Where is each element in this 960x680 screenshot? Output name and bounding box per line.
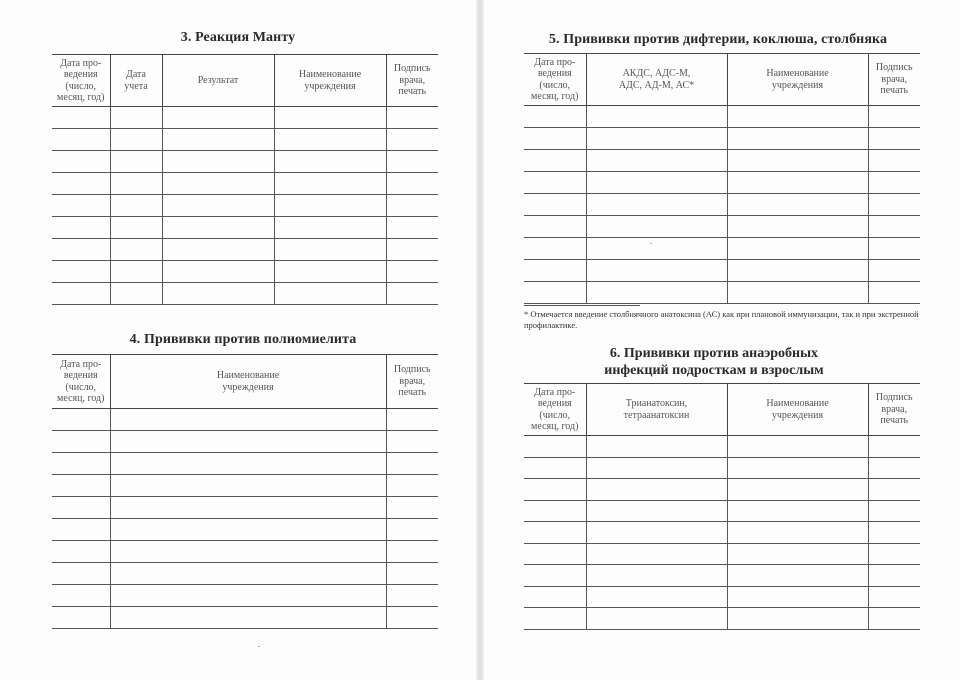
form-cell[interactable] — [524, 586, 586, 608]
form-cell[interactable] — [524, 608, 586, 630]
form-cell[interactable] — [162, 129, 274, 151]
form-cell[interactable] — [52, 173, 110, 195]
form-cell[interactable] — [110, 475, 386, 497]
form-row — [52, 409, 438, 431]
form-row — [524, 436, 920, 458]
form-row — [524, 128, 920, 150]
form-row — [524, 282, 920, 304]
form-cell[interactable] — [52, 261, 110, 283]
form-cell[interactable] — [386, 475, 438, 497]
section-3-title: 3. Реакция Манту — [180, 30, 296, 45]
form-row — [52, 563, 438, 585]
form-cell[interactable] — [524, 128, 586, 150]
form-cell[interactable] — [52, 151, 110, 173]
form-cell[interactable] — [524, 106, 586, 128]
form-cell[interactable] — [162, 195, 274, 217]
form-cell[interactable] — [110, 217, 162, 239]
form-cell[interactable] — [524, 479, 586, 501]
form-cell[interactable] — [727, 128, 868, 150]
form-row — [524, 238, 920, 260]
form-cell[interactable] — [586, 608, 727, 630]
column-header: Дата про- ведения (число, месяц, год) — [524, 384, 586, 436]
form-cell[interactable] — [386, 129, 438, 151]
form-cell[interactable] — [162, 217, 274, 239]
form-row — [52, 129, 438, 151]
form-cell[interactable] — [524, 282, 586, 304]
form-row — [52, 519, 438, 541]
form-cell[interactable] — [110, 283, 162, 305]
form-cell[interactable] — [868, 260, 920, 282]
form-cell[interactable] — [386, 239, 438, 261]
footnote-rule — [524, 305, 640, 306]
section-4-title: 4. Прививки против полиомиелита — [129, 332, 357, 347]
form-row — [52, 151, 438, 173]
column-header: Трианатоксин, тетраанатоксин — [586, 384, 727, 436]
form-cell[interactable] — [524, 565, 586, 587]
form-cell[interactable] — [110, 497, 386, 519]
form-cell[interactable] — [52, 283, 110, 305]
form-cell[interactable] — [586, 238, 727, 260]
form-cell[interactable] — [868, 543, 920, 565]
form-cell[interactable] — [727, 194, 868, 216]
form-cell[interactable] — [274, 129, 386, 151]
column-header: Подпись врача, печать — [868, 384, 920, 436]
form-cell[interactable] — [52, 607, 110, 629]
dtp-table — [524, 53, 920, 304]
form-cell[interactable] — [274, 217, 386, 239]
form-cell[interactable] — [868, 586, 920, 608]
form-cell[interactable] — [386, 195, 438, 217]
form-row — [524, 260, 920, 282]
form-cell[interactable] — [727, 238, 868, 260]
form-cell[interactable] — [586, 172, 727, 194]
form-cell[interactable] — [386, 283, 438, 305]
form-cell[interactable] — [110, 541, 386, 563]
form-cell[interactable] — [868, 457, 920, 479]
form-cell[interactable] — [52, 217, 110, 239]
form-cell[interactable] — [52, 107, 110, 129]
section-5-title: 5. Прививки против дифтерии, коклюша, столбняка — [548, 32, 888, 47]
form-cell[interactable] — [524, 172, 586, 194]
form-cell[interactable] — [386, 453, 438, 475]
form-cell[interactable] — [586, 128, 727, 150]
form-cell[interactable] — [868, 128, 920, 150]
form-cell[interactable] — [386, 541, 438, 563]
form-row — [524, 608, 920, 630]
form-cell[interactable] — [52, 475, 110, 497]
form-cell[interactable] — [524, 543, 586, 565]
form-row — [52, 107, 438, 129]
form-row — [52, 239, 438, 261]
form-cell[interactable] — [110, 453, 386, 475]
column-header: Результат — [162, 55, 274, 107]
form-cell[interactable] — [524, 500, 586, 522]
form-cell[interactable] — [586, 282, 727, 304]
form-row — [524, 500, 920, 522]
form-cell[interactable] — [586, 543, 727, 565]
form-cell[interactable] — [868, 522, 920, 544]
form-cell[interactable] — [727, 282, 868, 304]
form-cell[interactable] — [110, 431, 386, 453]
form-cell[interactable] — [52, 409, 110, 431]
form-cell[interactable] — [162, 261, 274, 283]
column-header: Дата про- ведения (число, месяц, год) — [52, 355, 110, 409]
form-row — [52, 283, 438, 305]
form-cell[interactable] — [110, 519, 386, 541]
form-row — [524, 106, 920, 128]
form-row — [52, 173, 438, 195]
form-cell[interactable] — [524, 150, 586, 172]
form-cell[interactable] — [162, 173, 274, 195]
form-row — [524, 586, 920, 608]
form-cell[interactable] — [727, 457, 868, 479]
form-cell[interactable] — [868, 150, 920, 172]
form-cell[interactable] — [110, 607, 386, 629]
form-cell[interactable] — [52, 541, 110, 563]
form-cell[interactable] — [868, 500, 920, 522]
form-cell[interactable] — [727, 150, 868, 172]
form-cell[interactable] — [162, 283, 274, 305]
form-row — [524, 457, 920, 479]
form-cell[interactable] — [727, 608, 868, 630]
form-cell[interactable] — [586, 106, 727, 128]
form-cell[interactable] — [868, 194, 920, 216]
form-cell[interactable] — [110, 129, 162, 151]
form-cell[interactable] — [868, 172, 920, 194]
form-cell[interactable] — [727, 565, 868, 587]
column-header: Наименование учреждения — [727, 384, 868, 436]
form-cell[interactable] — [586, 479, 727, 501]
form-cell[interactable] — [586, 150, 727, 172]
column-header: Наименование учреждения — [727, 54, 868, 106]
form-cell[interactable] — [274, 239, 386, 261]
form-cell[interactable] — [524, 457, 586, 479]
form-cell[interactable] — [274, 173, 386, 195]
form-cell[interactable] — [274, 107, 386, 129]
column-header: Дата учета — [110, 55, 162, 107]
form-cell[interactable] — [524, 436, 586, 458]
form-row — [524, 216, 920, 238]
form-cell[interactable] — [52, 585, 110, 607]
paper-speck — [650, 243, 652, 244]
form-cell[interactable] — [586, 522, 727, 544]
form-cell[interactable] — [162, 239, 274, 261]
form-cell[interactable] — [274, 195, 386, 217]
form-row — [52, 261, 438, 283]
form-cell[interactable] — [868, 216, 920, 238]
form-cell[interactable] — [727, 260, 868, 282]
column-header: Наименование учреждения — [110, 355, 386, 409]
form-row — [52, 541, 438, 563]
form-row — [524, 565, 920, 587]
form-cell[interactable] — [110, 239, 162, 261]
form-cell[interactable] — [52, 129, 110, 151]
form-cell[interactable] — [110, 585, 386, 607]
form-row — [524, 150, 920, 172]
form-cell[interactable] — [52, 453, 110, 475]
form-cell[interactable] — [868, 436, 920, 458]
form-cell[interactable] — [586, 500, 727, 522]
form-cell[interactable] — [52, 195, 110, 217]
form-cell[interactable] — [52, 239, 110, 261]
form-row — [52, 475, 438, 497]
form-cell[interactable] — [586, 216, 727, 238]
anaerobic-table — [524, 383, 920, 630]
form-cell[interactable] — [274, 151, 386, 173]
column-header: Подпись врача, печать — [386, 355, 438, 409]
form-cell[interactable] — [110, 173, 162, 195]
form-cell[interactable] — [727, 216, 868, 238]
form-cell[interactable] — [586, 565, 727, 587]
form-row — [52, 585, 438, 607]
form-row — [524, 194, 920, 216]
form-row — [52, 195, 438, 217]
form-cell[interactable] — [524, 260, 586, 282]
form-cell[interactable] — [274, 283, 386, 305]
footnote: * Отмечается введение столбнячного анатоксина (АС) как при плановой иммунизации, так и при экстренной профилактике. — [524, 309, 919, 330]
form-cell[interactable] — [586, 194, 727, 216]
paper-speck — [258, 646, 260, 647]
form-cell[interactable] — [524, 194, 586, 216]
form-cell[interactable] — [110, 151, 162, 173]
section-6-title: 6. Прививки против анаэробных инфекций подросткам и взрослым — [604, 346, 824, 378]
form-cell[interactable] — [386, 607, 438, 629]
form-row — [52, 453, 438, 475]
form-cell[interactable] — [727, 522, 868, 544]
polio-table — [52, 354, 438, 629]
column-header: Дата про- ведения (число, месяц, год) — [52, 55, 110, 107]
form-cell[interactable] — [727, 543, 868, 565]
form-cell[interactable] — [386, 585, 438, 607]
form-cell[interactable] — [162, 151, 274, 173]
form-cell[interactable] — [386, 497, 438, 519]
form-row — [524, 543, 920, 565]
form-cell[interactable] — [727, 479, 868, 501]
form-cell[interactable] — [110, 107, 162, 129]
column-header: Наименование учреждения — [274, 55, 386, 107]
page-gutter — [476, 0, 484, 680]
form-cell[interactable] — [110, 409, 386, 431]
form-cell[interactable] — [386, 151, 438, 173]
form-row — [524, 522, 920, 544]
form-cell[interactable] — [386, 409, 438, 431]
form-cell[interactable] — [727, 586, 868, 608]
form-row — [524, 479, 920, 501]
form-cell[interactable] — [868, 238, 920, 260]
form-cell[interactable] — [524, 522, 586, 544]
form-cell[interactable] — [274, 261, 386, 283]
form-cell[interactable] — [52, 431, 110, 453]
form-cell[interactable] — [386, 107, 438, 129]
mantoux-table — [52, 54, 438, 305]
form-cell[interactable] — [110, 195, 162, 217]
form-cell[interactable] — [868, 282, 920, 304]
column-header: Подпись врача, печать — [868, 54, 920, 106]
column-header: АКДС, АДС-М, АДС, АД-М, АС* — [586, 54, 727, 106]
form-cell[interactable] — [586, 436, 727, 458]
form-row — [52, 607, 438, 629]
form-cell[interactable] — [524, 238, 586, 260]
form-cell[interactable] — [52, 497, 110, 519]
form-row — [52, 497, 438, 519]
form-cell[interactable] — [110, 261, 162, 283]
form-cell[interactable] — [162, 107, 274, 129]
form-cell[interactable] — [524, 216, 586, 238]
column-header: Подпись врача, печать — [386, 55, 438, 107]
form-cell[interactable] — [868, 106, 920, 128]
form-cell[interactable] — [868, 565, 920, 587]
form-cell[interactable] — [52, 519, 110, 541]
form-cell[interactable] — [386, 563, 438, 585]
column-header: Дата про- ведения (число, месяц, год) — [524, 54, 586, 106]
form-cell[interactable] — [586, 586, 727, 608]
form-cell[interactable] — [727, 172, 868, 194]
form-cell[interactable] — [386, 217, 438, 239]
right-page — [484, 0, 960, 680]
form-cell[interactable] — [868, 479, 920, 501]
form-row — [52, 217, 438, 239]
form-cell[interactable] — [727, 106, 868, 128]
form-row — [524, 172, 920, 194]
form-cell[interactable] — [586, 260, 727, 282]
form-cell[interactable] — [110, 563, 386, 585]
form-cell[interactable] — [386, 261, 438, 283]
form-row — [52, 431, 438, 453]
form-cell[interactable] — [386, 519, 438, 541]
form-cell[interactable] — [868, 608, 920, 630]
form-cell[interactable] — [52, 563, 110, 585]
form-cell[interactable] — [586, 457, 727, 479]
form-cell[interactable] — [727, 436, 868, 458]
form-cell[interactable] — [386, 173, 438, 195]
form-cell[interactable] — [386, 431, 438, 453]
left-page — [0, 0, 476, 680]
form-cell[interactable] — [727, 500, 868, 522]
